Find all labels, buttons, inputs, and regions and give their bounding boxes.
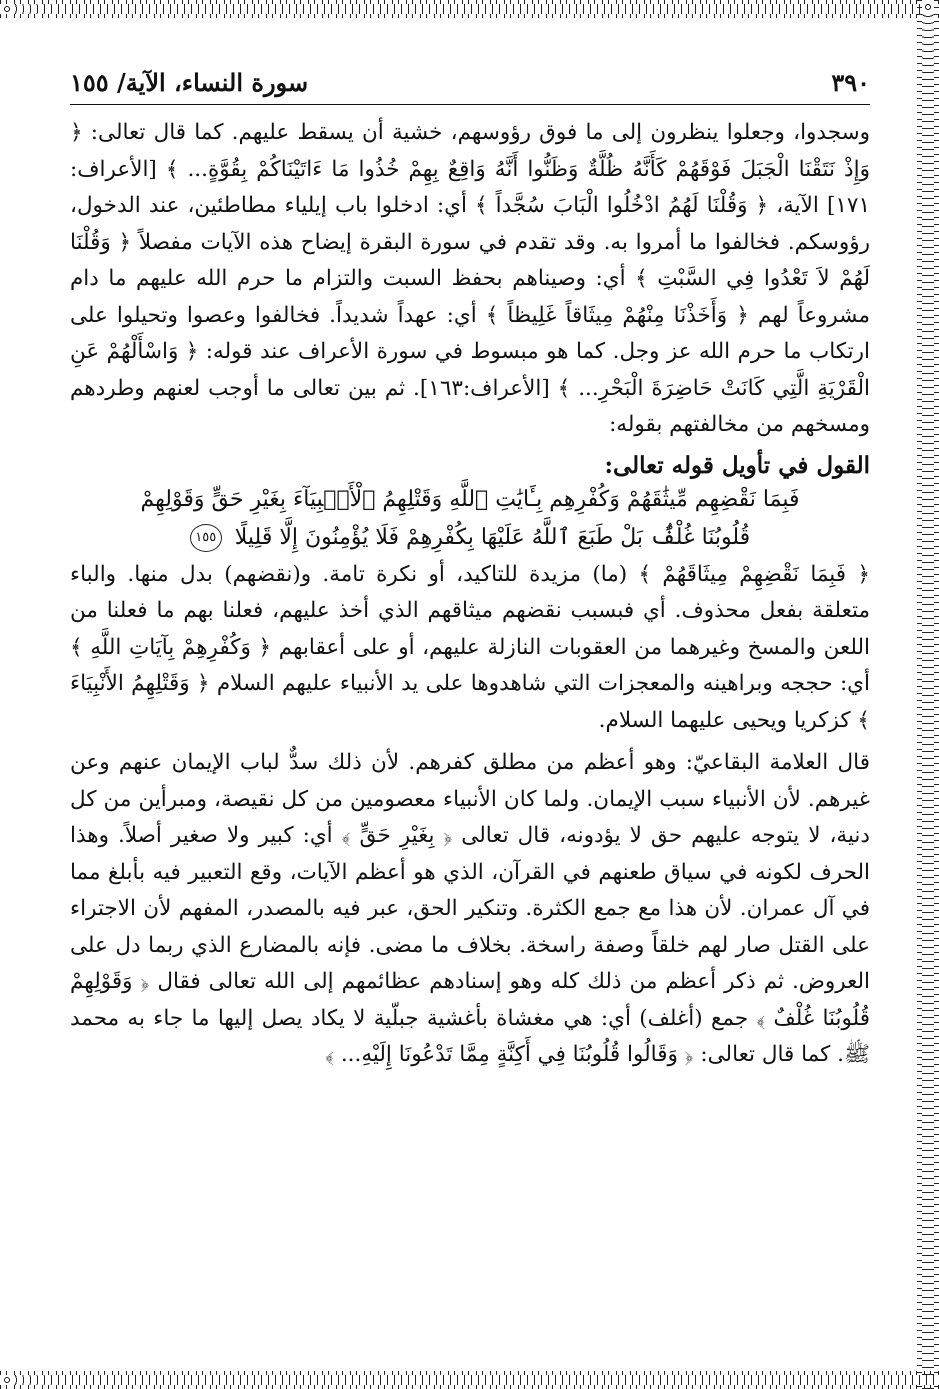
ornamental-border-top — [0, 0, 939, 18]
ornamental-border-right — [917, 0, 939, 1389]
quran-line-1: فَبِمَا نَقْضِهِم مِّيثَٰقَهُمْ وَكُفْرِهِم بِـَٔايَٰتِ ٱللَّهِ وَقَتْلِهِمُ ٱلْأَنۢبِيَآءَ بِغَيْرِ حَقٍّ وَقَوْلِهِمْ — [140, 486, 800, 512]
page-header — [70, 60, 870, 105]
paragraph-1: وسجدوا، وجعلوا ينظرون إلى ما فوق رؤوسهم، خشية أن يسقط عليهم. كما قال تعالى: ﴿ وَإِذْ نَتَقْنَا الْجَبَلَ فَوْقَهُمْ كَأَنَّهُ ظُلَّةٌ وَظَنُّوا أَنَّهُ وَاقِعٌ بِهِمْ خُذُوا مَا ءَاتَيْنَاكُمْ بِقُوَّةٍ... ﴾ [الأعراف: ١٧١] الآية، ﴿ وَقُلْنَا لَهُمُ ادْخُلُوا الْبَابَ سُجَّداً ﴾ أي: ادخلوا باب إيلياء مطاطئين، عند الدخول، رؤوسكم. فخالفوا ما أمروا به. وقد تقدم في سورة البقرة إيضاح هذه الآيات مفصلاً ﴿ وَقُلْنَا لَهُمْ لاَ تَعْدُوا فِي السَّبْتِ ﴾ أي: وصيناهم بحفظ السبت والتزام ما حرم الله عليهم ما دام مشروعاً لهم ﴿ وَأَخَذْنَا مِنْهُمْ مِيثَاقاً غَلِيظاً ﴾ أي: عهداً شديداً. فخالفوا وعصوا وتحيلوا على ارتكاب ما حرم الله عز وجل. كما هو مبسوط في سورة الأعراف عند قوله: ﴿ وَاسْأَلْهُمْ عَنِ الْقَرْيَةِ الَّتِي كَانَتْ حَاضِرَةَ الْبَحْرِ... ﴾ [الأعراف:١٦٣]. ثم بين تعالى ما أوجب لعنهم وطردهم ومسخهم من مخالفتهم بقوله: — [70, 120, 870, 437]
quran-line-2-wrap — [110, 519, 830, 557]
page-number: ٣٩٠ — [831, 68, 870, 97]
paragraph-3: قال العلامة البقاعيّ: وهو أعظم من مطلق كفرهم. لأن ذلك سدٌّ لباب الإيمان عنهم وعن غيرهم. لأن الأنبياء سبب الإيمان. ولما كان الأنبياء معصومين من كل نقيصة، ومبرأين من كل دنية، لا يتوجه عليهم حق لا يؤدونه، قال تعالى ﴿ بِغَيْرِ حَقٍّ ﴾ أي: كبير ولا صغير أصلاً. وهذا الحرف لكونه في سياق طعنهم في القرآن، الذي هو أعظم الآيات، وقع التعبير فيه بأبلغ مما في آل عمران. لأن هذا مع جمع الكثرة. وتنكير الحق، عبر فيه بالمصدر، المفهم لأن الاجتراء على القتل صار لهم خلقاً وصفة راسخة. بخلاف ما مضى. فإنه بالمضارع الذي ربما دل على العروض. ثم ذكر أعظم من ذلك كله وهو إسنادهم عظائمهم إلى الله تعالى فقال ﴿ وَقَوْلِهِمْ قُلُوبُنَا غُلْفٌ ﴾ جمع (أغلف) أي: هي مغشاة بأغشية جبلّية لا يكاد يصل إليها ما جاء به محمد ﷺ. كما قال تعالى: ﴿ وَقَالُوا قُلُوبُنَا فِي أَكِنَّةٍ مِمَّا تَدْعُونَا إِلَيْهِ... ﴾ — [70, 750, 870, 1067]
paragraph-2: ﴿ فَبِمَا نَقْضِهِمْ مِيثَاقَهُمْ ﴾ (ما) مزيدة للتاكيد، أو نكرة تامة. و(نقضهم) بدل منها. والباء متعلقة بفعل محذوف. أي فبسبب نقضهم ميثاقهم الذي أخذ عليهم، فعلنا بهم ما فعلنا من اللعن والمسخ وغيرهما من العقوبات النازلة عليهم، أو على أعقابهم ﴿ وَكُفْرِهِمْ بِآيَاتِ اللَّهِ ﴾ أي: حججه وبراهينه والمعجزات التي شاهدوها على يد الأنبياء عليهم السلام ﴿ وَقَتْلِهِمُ الأَنْبِيَاءَ ﴾ كزكريا ويحيى عليهما السلام. — [70, 561, 870, 733]
ayah-number-marker: ١٥٥ — [190, 524, 222, 552]
section-heading: القول في تأويل قوله تعالى: — [604, 451, 870, 479]
ornamental-border-bottom — [0, 1371, 939, 1389]
book-page — [70, 60, 870, 1074]
running-title: سورة النساء، الآية/ ١٥٥ — [70, 68, 309, 97]
quran-line-2: قُلُوبُنَا غُلْفٌۢ بَلْ طَبَعَ ٱللَّهُ عَلَيْهَا بِكُفْرِهِمْ فَلَا يُؤْمِنُونَ إِلَّا قَلِيلًا — [234, 524, 751, 550]
quran-verse — [70, 481, 870, 557]
